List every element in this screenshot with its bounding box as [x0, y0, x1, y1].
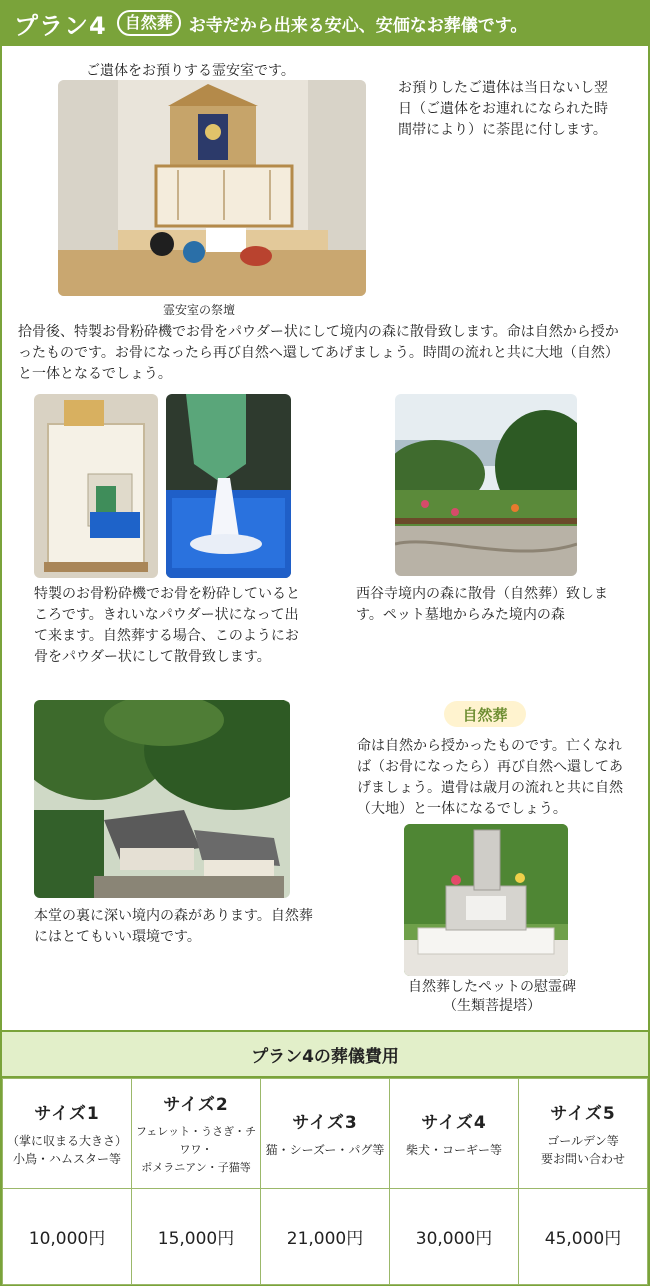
- forest-view-image: [395, 394, 577, 576]
- grinder-description: 特製のお骨粉砕機でお骨を粉砕しているところです。きれいなパウダー状になって出て来ます。自然葬する場合、このようにお骨をパウダー状にして散骨致します。: [34, 586, 300, 665]
- grinder-machine-image: [34, 394, 158, 578]
- mortuary-description: お預りしたご遺体は当日ないし翌日（ご遺体をお連れになられた時間帯により）に荼毘に付します。: [398, 80, 608, 138]
- fee-table: [2, 1078, 648, 1285]
- price-size2: 15,000円: [132, 1189, 261, 1285]
- fee-header-size2: [132, 1079, 261, 1189]
- size-desc-line2: ポメラニアン・子猫等: [141, 1161, 251, 1174]
- fee-header-size5: [519, 1079, 648, 1189]
- price-size3: 21,000円: [261, 1189, 390, 1285]
- temple-aerial-image: [34, 700, 290, 898]
- mortuary-heading: ご遺体をお預りする霊安室です。: [86, 63, 295, 79]
- altar-caption: 霊安室の祭壇: [163, 303, 236, 317]
- plan-badge: 自然葬: [117, 10, 181, 36]
- fee-header-size4: [390, 1079, 519, 1189]
- forest-description: 西谷寺境内の森に散骨（自然葬）致します。ペット墓地からみた境内の森: [356, 586, 608, 623]
- size-desc-line1: （掌に収まる大きさ）: [6, 1134, 127, 1148]
- memorial-monument-image: [404, 824, 568, 976]
- fee-header-size1: [3, 1079, 132, 1189]
- monument-caption-line1: 自然葬したペットの慰霊碑: [408, 979, 576, 995]
- size-label: サイズ5: [550, 1104, 616, 1124]
- plan-title: プラン4: [14, 11, 107, 40]
- fee-table-title: プラン4の葬儀費用: [2, 1030, 648, 1078]
- size-label: サイズ4: [421, 1113, 487, 1133]
- monument-caption: [392, 978, 592, 1016]
- size-desc-line1: 猫・シーズー・パグ等: [265, 1143, 385, 1157]
- natural-burial-description: 命は自然から授かったものです。亡くなれば（お骨になったら）再び自然へ還してあげましょう。遺骨は歳月の流れと共に自然（大地）と一体になるでしょう。: [357, 738, 623, 817]
- powder-closeup-image: [166, 394, 291, 578]
- fee-header-row: [3, 1079, 648, 1189]
- intro-paragraph: 拾骨後、特製お骨粉砕機でお骨をパウダー状にして境内の森に散骨致します。命は自然から授かったものです。お骨になったら再び自然へ還してあげましょう。時間の流れと共に大地（自然）と一体となるでしょう。: [18, 324, 619, 382]
- size-label: サイズ2: [163, 1095, 229, 1115]
- temple-description: 本堂の裏に深い境内の森があります。自然葬にはとてもいい環境です。: [34, 908, 313, 945]
- plan-subtitle: お寺だから出来る安心、安価なお葬儀です。: [188, 15, 528, 36]
- size-desc-line2: 要お問い合わせ: [540, 1152, 625, 1166]
- size-desc-line1: 柴犬・コーギー等: [405, 1143, 502, 1157]
- natural-burial-tag: 自然葬: [444, 701, 526, 727]
- size-label: サイズ3: [292, 1113, 358, 1133]
- size-label: サイズ1: [34, 1104, 100, 1124]
- price-size5: 45,000円: [519, 1189, 648, 1285]
- fee-header-size3: [261, 1079, 390, 1189]
- size-desc-line2: 小鳥・ハムスター等: [12, 1152, 121, 1166]
- price-size1: 10,000円: [3, 1189, 132, 1285]
- altar-image: [58, 80, 366, 296]
- size-desc-line1: ゴールデン等: [547, 1134, 619, 1148]
- fee-price-row: [3, 1189, 648, 1285]
- price-size4: 30,000円: [390, 1189, 519, 1285]
- monument-caption-line2: （生類菩提塔）: [443, 998, 541, 1014]
- page-header: [0, 0, 650, 46]
- size-desc-line1: フェレット・うさぎ・チワワ・: [135, 1125, 257, 1156]
